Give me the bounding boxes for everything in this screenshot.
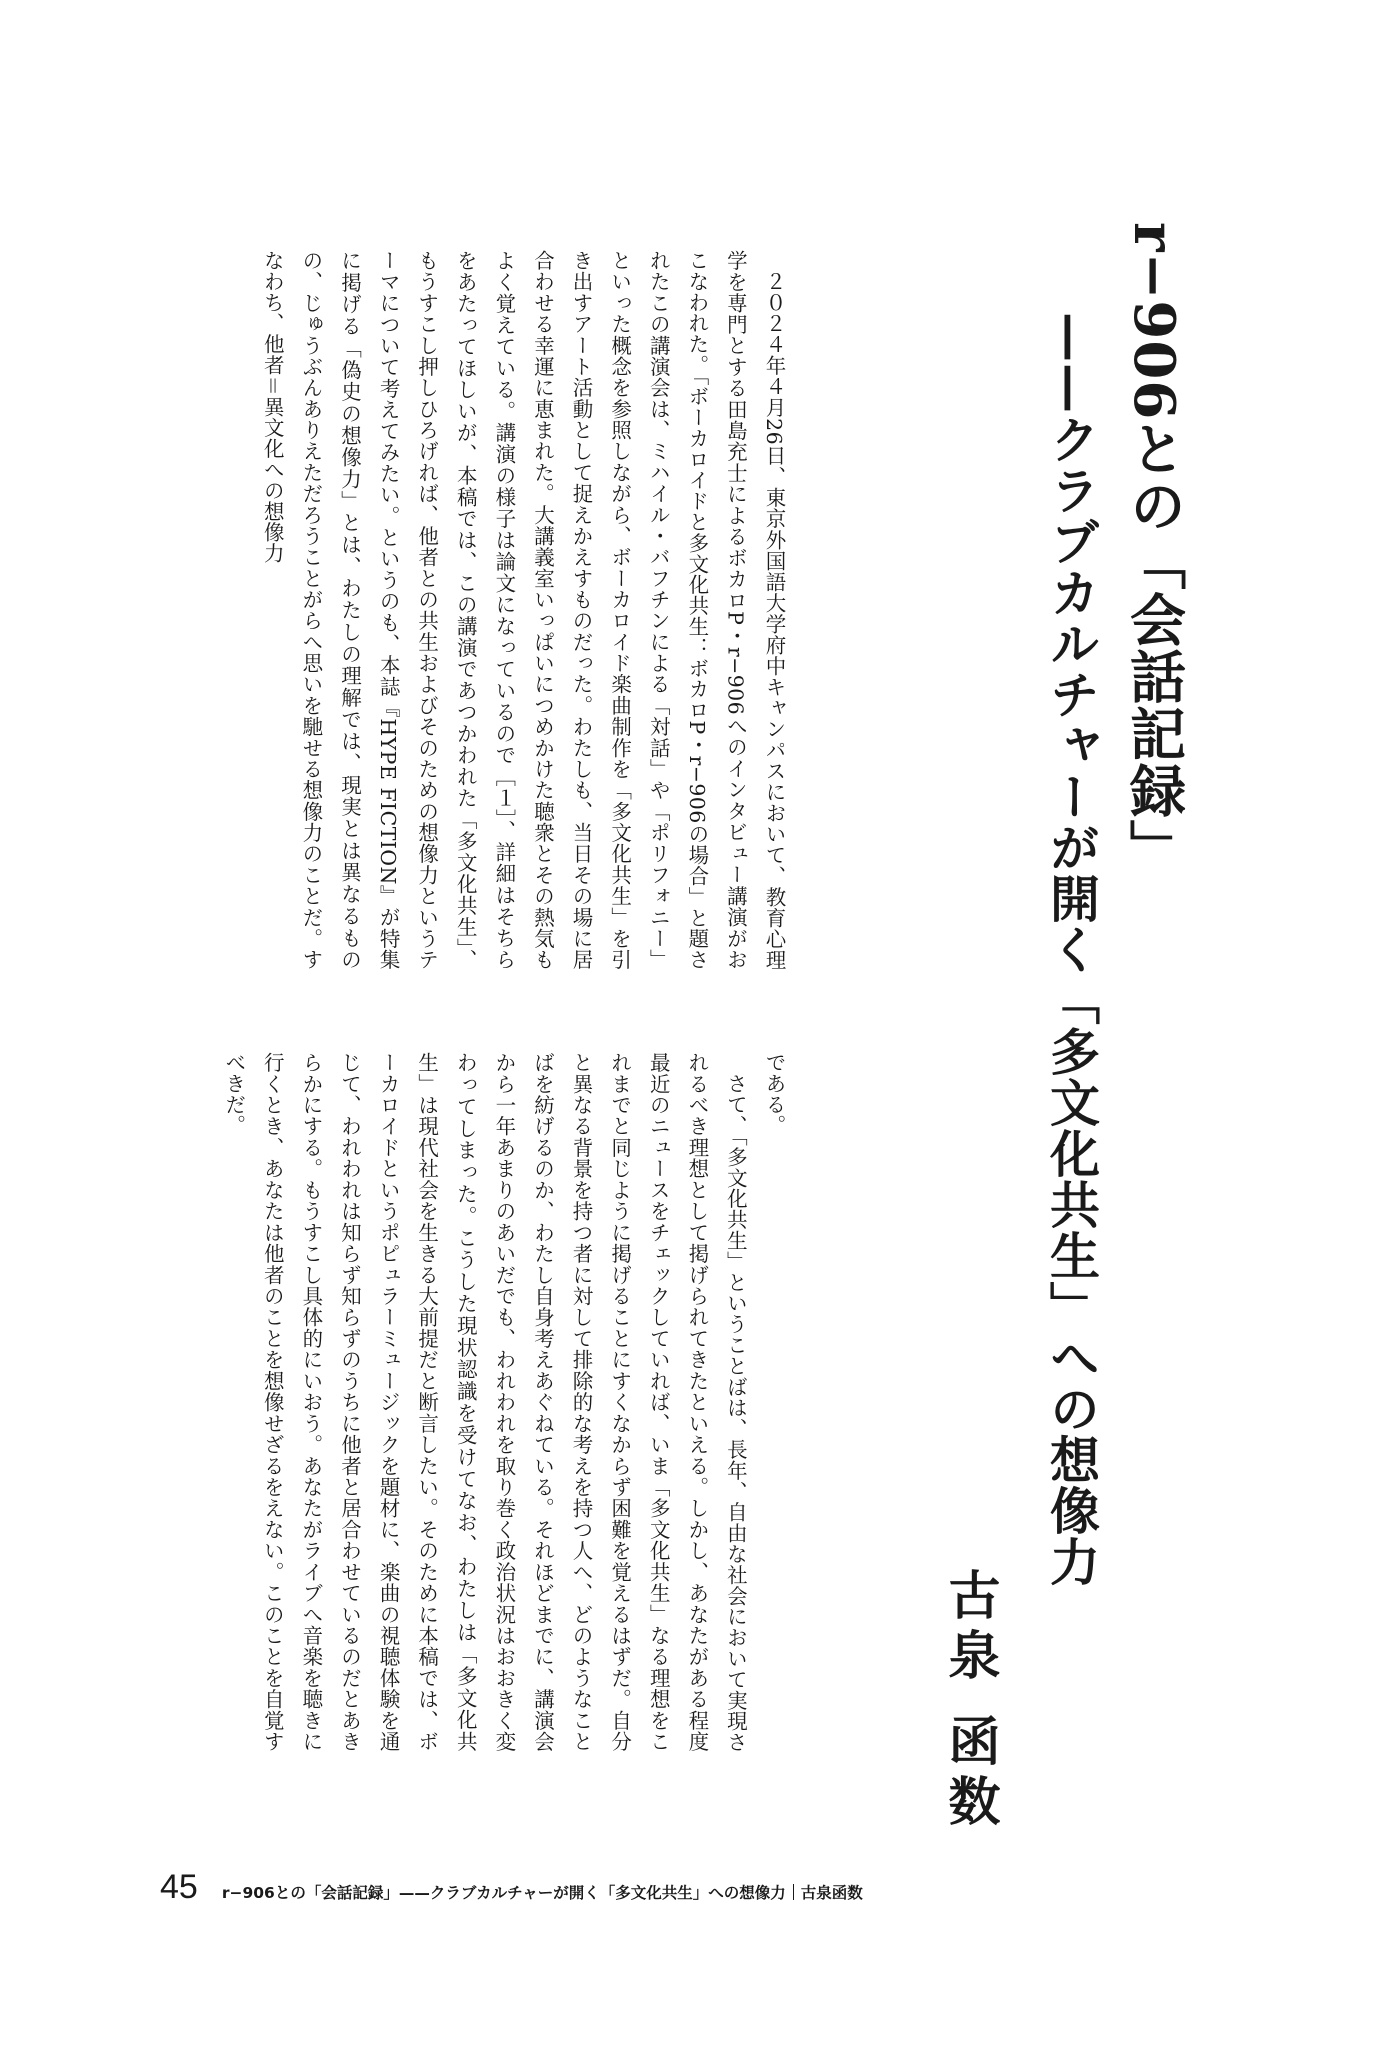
body-text-lower (145, 1052, 793, 1752)
page-number: 45 (160, 1868, 198, 1906)
running-author: 古泉函数 (800, 1884, 863, 1902)
page-footer (160, 1868, 1260, 1908)
article-author: 古泉 函数 (939, 1568, 1000, 1835)
body-paragraph: ２０２４年４月26日、東京外国語大学府中キャンパスにおいて、教育心理学を専門とする田島充士によるボカロP・r−906へのインタビュー講演がおこなわれた。「ボーカロイドと多文化共生：ボカロP・r−906の場合」と題されたこの講演会は、ミハイル・バフチンによる「対話」や「ポリフォニー」といった概念を参照しながら、ボーカロイド楽曲制作を「多文化共生」を引き出すアート活動として捉えかえすものだった。わたしも、当日その場に居合わせる幸運に恵まれた。大講義室いっぱいにつめかけた聴衆とその熱気もよく覚えている。講演の様子は論文になっているので［１］、詳細はそちらをあたってほしいが、本稿では、この講演であつかわれた「多文化共生」、もうすこし押しひろげれば、他者との共生およびそのための想像力というテーマについて考えてみたい。というのも、本誌『HYPE FICTION』が特集に掲げる「偽史の想像力」とは、わたしの理解では、現実とは異なるものの、じゅうぶんありえただろうことがらへ思いを馳せる想像力のことだ。すなわち、他者＝異文化への想像力 (260, 250, 786, 970)
article-title: r−906との「会話記録」 (1121, 222, 1187, 877)
article-subtitle: ——クラブカルチャーが開く「多文化共生」への想像力 (1042, 312, 1101, 1587)
body-text-upper (145, 250, 793, 970)
running-title: r−906との「会話記録」——クラブカルチャーが開く「多文化共生」への想像力 (221, 1884, 786, 1902)
body-paragraph: さて、「多文化共生」ということばは、長年、自由な社会において実現されるべき理想として掲げられてきたといえる。しかし、あなたがある程度最近のニュースをチェックしていれば、いま「多文化共生」なる理想をこれまでと同じように掲げることにすくなからず困難を覚えるはずだ。自分と異なる背景を持つ者に対して排除的な考えを持つ人へ、どのようなことばを紡げるのか、わたし自身考えあぐねている。それほどまでに、講演会から一年あまりのあいだでも、われわれを取り巻く政治状況はおおきく変わってしまった。こうした現状認識を受けてなお、わたしは「多文化共生」は現代社会を生きる大前提だと断言したい。そのために本稿では、ボーカロイドというポピュラーミュージックを題材に、楽曲の視聴体験を通じて、われわれは知らず知らずのうちに他者と居合わせているのだとあきらかにする。もうすこし具体的にいおう。あなたがライブへ音楽を聴きに行くとき、あなたは他者のことを想像せざるをえない。このことを自覚すべきだ。 (221, 1052, 748, 1752)
footer-divider (793, 1884, 794, 1900)
body-paragraph: である。 (762, 1052, 786, 1136)
